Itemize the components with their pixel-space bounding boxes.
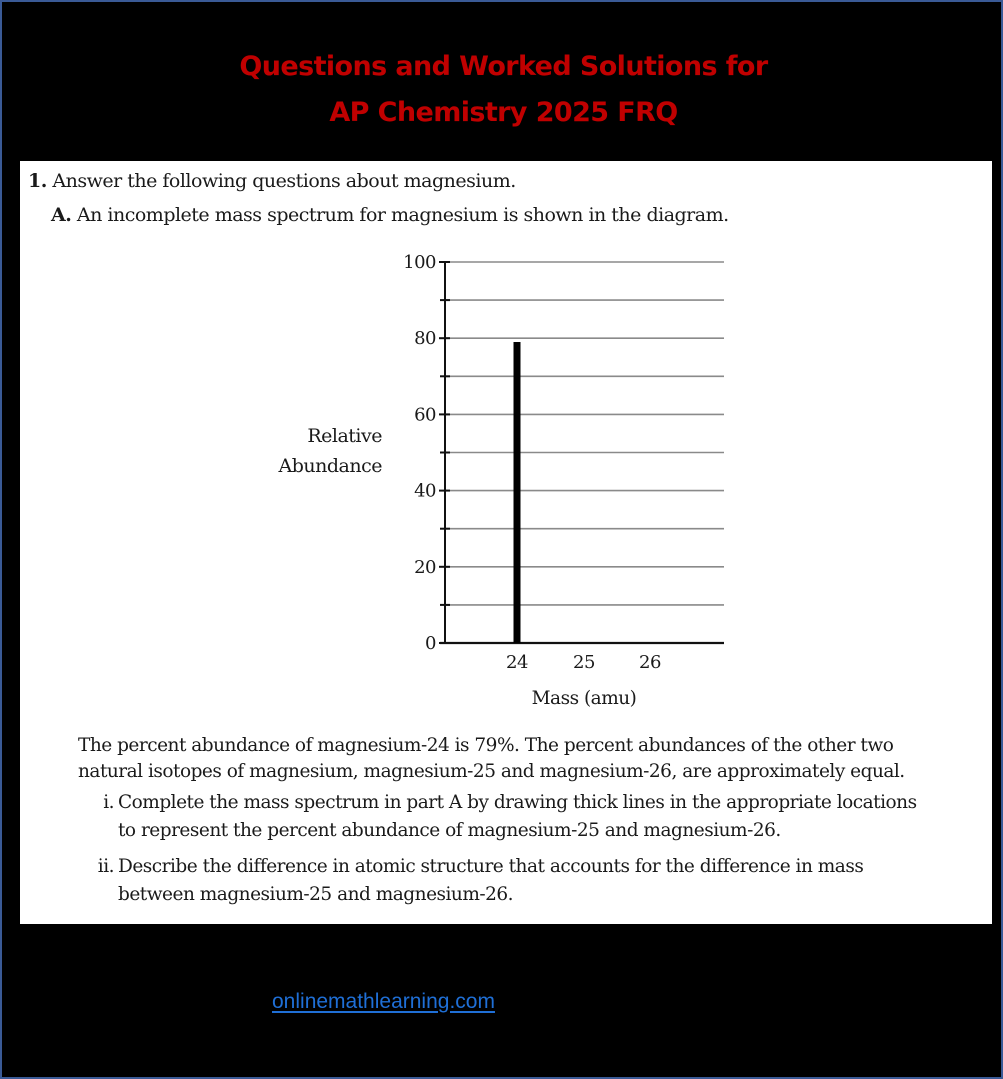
part-a-label: A.	[51, 204, 72, 226]
sub-question-i-number: i.	[103, 792, 114, 813]
title-line-1: Questions and Worked Solutions for	[239, 51, 768, 82]
y-tick-label: 100	[403, 252, 436, 273]
sub-question-i-line-2: to represent the percent abundance of magnesium-25 and magnesium-26.	[118, 820, 781, 841]
x-tick-label: 25	[573, 652, 595, 673]
sub-question-ii-line-1: Describe the difference in atomic structure that accounts for the difference in mass	[118, 856, 864, 877]
abundance-paragraph	[78, 733, 905, 785]
chart-x-axis-label: Mass (amu)	[531, 688, 637, 709]
y-tick-label: 20	[414, 556, 436, 578]
y-tick-label: 0	[425, 633, 436, 654]
paragraph-line-2: natural isotopes of magnesium, magnesium-25 and magnesium-26, are approximately equal.	[78, 761, 905, 782]
y-tick-label: 80	[414, 328, 436, 350]
y-label-line-1: Relative	[307, 425, 382, 447]
chart-x-tick-labels	[506, 652, 661, 673]
sub-question-i-line-1: Complete the mass spectrum in part A by drawing thick lines in the appropriate locations	[118, 792, 917, 813]
page-title	[2, 44, 1003, 136]
y-label-line-2: Abundance	[278, 455, 382, 477]
sub-question-ii	[97, 853, 864, 909]
chart-bars	[514, 342, 521, 643]
mass-spectrum-chart	[20, 161, 992, 721]
chart-gridlines	[445, 262, 724, 605]
x-tick-label: 26	[639, 652, 661, 673]
title-line-2: AP Chemistry 2025 FRQ	[329, 97, 678, 128]
x-tick-label: 24	[506, 652, 528, 673]
sub-question-ii-line-2: between magnesium-25 and magnesium-26.	[118, 884, 514, 905]
paragraph-line-1: The percent abundance of magnesium-24 is 79%. The percent abundances of the other two	[78, 735, 894, 756]
source-link[interactable]: onlinemathlearning.com	[272, 990, 495, 1013]
question-stem-text: Answer the following questions about magnesium.	[52, 170, 516, 192]
y-tick-label: 60	[414, 404, 436, 426]
question-panel	[20, 161, 992, 924]
y-tick-label: 40	[414, 480, 436, 502]
question-number: 1.	[28, 170, 47, 192]
sub-question-ii-number: ii.	[97, 856, 114, 877]
sub-question-i	[103, 789, 917, 845]
chart-y-ticks	[403, 252, 450, 654]
part-a-text: An incomplete mass spectrum for magnesium is shown in the diagram.	[76, 204, 729, 226]
spectrum-bar-24	[514, 342, 521, 643]
